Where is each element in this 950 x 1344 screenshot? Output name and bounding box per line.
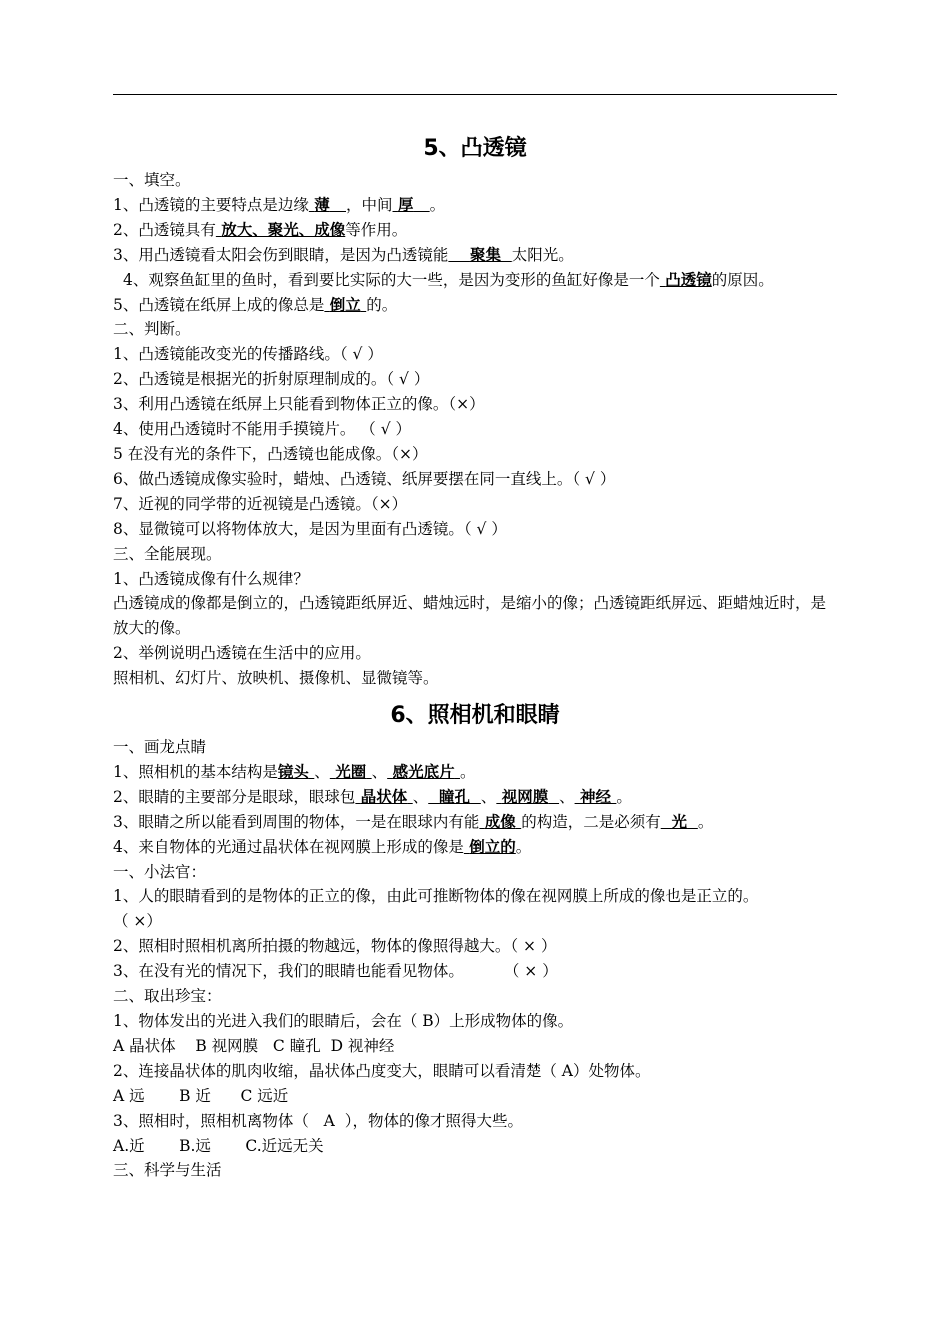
document-page	[113, 130, 837, 1183]
draw-heading: 一、画龙点睛	[113, 738, 207, 757]
choice-question: 3、照相时，照相机离物体（ A ），物体的像才照得大些。	[113, 1111, 523, 1130]
life-heading: 三、科学与生活	[113, 1161, 222, 1180]
fill-q4: 4、观察鱼缸里的鱼时，看到要比实际的大一些，是因为变形的鱼缸好像是一个 凸透镜的原因。	[123, 270, 774, 289]
fill-q2: 2、凸透镜具有 放大、聚光、成像等作用。	[113, 220, 408, 239]
choice-question: 2、连接晶状体的肌肉收缩，晶状体凸度变大，眼睛可以看清楚（ A）处物体。	[113, 1061, 651, 1080]
answer-blank: 凸透镜	[665, 270, 712, 289]
answer-blank: 镜头	[277, 762, 309, 781]
answer-blank: 聚集	[469, 245, 501, 264]
judge-item: 8、显微镜可以将物体放大，是因为里面有凸透镜。（ √ ）	[113, 519, 507, 538]
judge-item: 6、做凸透镜成像实验时，蜡烛、凸透镜、纸屏要摆在同一直线上。（ √ ）	[113, 469, 616, 488]
choice-question: 1、物体发出的光进入我们的眼睛后，会在（ B）上形成物体的像。	[113, 1012, 574, 1030]
fill-heading: 一、填空。	[113, 171, 191, 189]
show-heading: 三、全能展现。	[113, 544, 222, 563]
draw-q3: 3、眼睛之所以能看到周围的物体，一是在眼球内有能 成像 的构造，二是必须有 光 。	[113, 812, 714, 831]
judge-item: 3、利用凸透镜在纸屏上只能看到物体正立的像。（×）	[113, 395, 485, 414]
answer-blank: 光	[671, 812, 688, 831]
answer-blank: 晶状体	[360, 787, 408, 806]
judge6-item-2: 2、照相时照相机离所拍摄的物越远，物体的像照得越大。（ × ）	[113, 937, 557, 956]
show-answer-2: 照相机、幻灯片、放映机、摄像机、显微镜等。	[113, 669, 439, 688]
judge-item: 1、凸透镜能改变光的传播路线。（ √ ）	[113, 345, 383, 364]
choice-heading: 二、取出珍宝：	[113, 987, 222, 1006]
header-rule	[113, 94, 837, 95]
choice-options: A.近 B.远 C.近远无关	[113, 1136, 324, 1155]
fill-q3: 3、用凸透镜看太阳会伤到眼睛，是因为凸透镜能 聚集 太阳光。	[113, 245, 574, 264]
answer-blank: 倒立的	[469, 837, 516, 856]
answer-blank: 倒立	[329, 295, 361, 314]
fill-q1: 1、凸透镜的主要特点是边缘 薄 ，中间 厚 。	[113, 195, 446, 214]
answer-blank: 光圈	[335, 762, 367, 781]
show-question-2: 2、举例说明凸透镜在生活中的应用。	[113, 644, 371, 663]
show-question-1: 1、凸透镜成像有什么规律？	[113, 569, 309, 588]
choice-options: A 远 B 近 C 远近	[113, 1086, 289, 1105]
judge-item: 2、凸透镜是根据光的折射原理制成的。（ √ ）	[113, 370, 430, 389]
choice-options: A 晶状体 B 视网膜 C 瞳孔 D 视神经	[113, 1036, 395, 1055]
section6-title: 6、照相机和眼睛	[390, 703, 560, 729]
judge6-item-3: 3、在没有光的情况下，我们的眼睛也能看见物体。 （ × ）	[113, 962, 558, 981]
answer-blank: 薄	[314, 195, 330, 214]
judge-heading: 二、判断。	[113, 320, 191, 339]
answer-blank: 神经	[579, 787, 611, 806]
judge6-item-1: 1、人的眼睛看到的是物体的正立的像，由此可推断物体的像在视网膜上所成的像也是正立的。（ ×）	[113, 887, 759, 931]
answer-blank: 放大、聚光、成像	[221, 220, 346, 239]
judge-item: 5 在没有光的条件下，凸透镜也能成像。（×）	[113, 444, 428, 463]
judge6-heading: 一、小法官：	[113, 862, 207, 881]
show-answer-1: 凸透镜成的像都是倒立的，凸透镜距纸屏近、蜡烛远时，是缩小的像；凸透镜距纸屏远、距蜡烛近时，是放大的像。	[113, 594, 827, 638]
answer-blank: 瞳孔	[439, 787, 471, 806]
section5-title: 5、凸透镜	[423, 136, 527, 161]
fill-q5: 5、凸透镜在纸屏上成的像总是 倒立 的。	[113, 295, 398, 314]
draw-q4: 4、来自物体的光通过晶状体在视网膜上形成的像是 倒立的。	[113, 837, 532, 856]
judge-item: 4、使用凸透镜时不能用手摸镜片。 （ √ ）	[113, 420, 412, 439]
draw-q1: 1、照相机的基本结构是镜头 、 光圈 、 感光底片 。	[113, 762, 476, 781]
answer-blank: 感光底片	[392, 762, 455, 781]
answer-blank: 厚	[397, 195, 414, 214]
judge-item: 7、近视的同学带的近视镜是凸透镜。（×）	[113, 494, 408, 513]
answer-blank: 视网膜	[501, 787, 549, 806]
answer-blank: 成像	[484, 812, 516, 831]
draw-q2: 2、眼睛的主要部分是眼球，眼球包 晶状体 、 瞳孔 、 视网膜 、 神经 。	[113, 787, 632, 806]
